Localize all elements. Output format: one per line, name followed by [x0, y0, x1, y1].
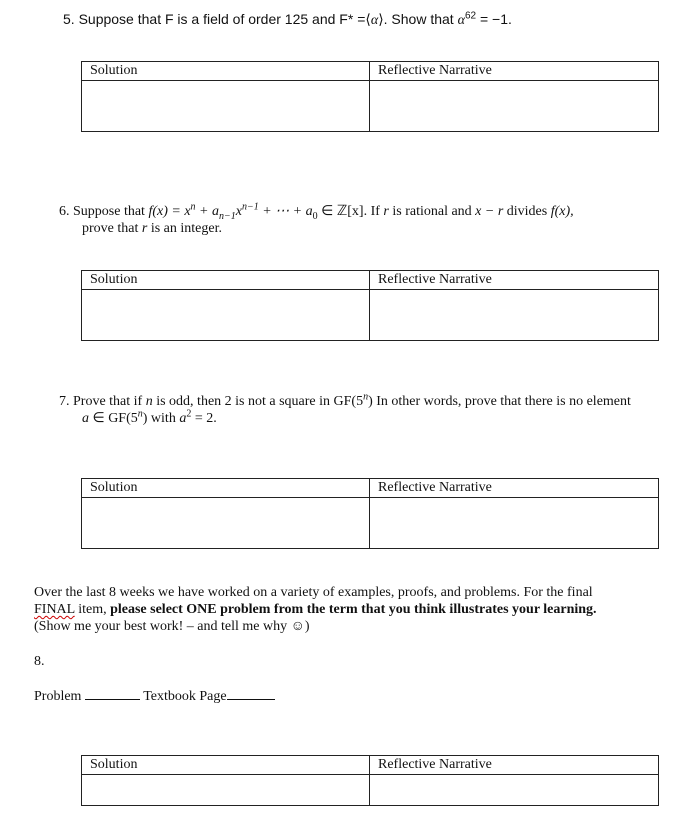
- reflective-narrative-header: Reflective Narrative: [370, 479, 659, 498]
- problem-selection-line: [34, 687, 275, 705]
- solution-cell[interactable]: [82, 290, 370, 341]
- problem-6-statement: 6. Suppose that $f(x) = x^n + a_{n-1}x^{n-1}$ + ⋯ + $a_0$ ∈ ℤ[x]. If r is rational and x − r divides f(x),: [59, 201, 574, 222]
- textbook-page-blank[interactable]: [227, 687, 275, 700]
- solution-header: Solution: [82, 756, 370, 775]
- problem-number: 6.: [59, 204, 70, 219]
- solution-header: Solution: [82, 271, 370, 290]
- solution-cell[interactable]: [82, 775, 370, 806]
- solution-table-6: [81, 270, 659, 341]
- solution-table-5: [81, 61, 659, 132]
- reflective-narrative-cell[interactable]: [370, 775, 659, 806]
- problem-number: 8.: [34, 654, 45, 669]
- reflective-narrative-header: Reflective Narrative: [370, 756, 659, 775]
- solution-table-8: [81, 755, 659, 806]
- solution-cell[interactable]: [82, 498, 370, 549]
- reflective-narrative-cell[interactable]: [370, 81, 659, 132]
- problem-number: 5.: [63, 11, 75, 27]
- spellcheck-word: FINAL: [34, 602, 75, 617]
- reflective-narrative-cell[interactable]: [370, 290, 659, 341]
- final-item-instructions-line3: (Show me your best work! – and tell me why ☺): [34, 619, 310, 634]
- problem-6-statement-line2: prove that r is an integer.: [82, 221, 222, 236]
- reflective-narrative-cell[interactable]: [370, 498, 659, 549]
- problem-7-statement: 7. Prove that if n is odd, then 2 is not a square in GF(5$^n$) In other words, prove that there is no element: [59, 391, 631, 409]
- reflective-narrative-header: Reflective Narrative: [370, 271, 659, 290]
- problem-number: 7.: [59, 394, 70, 409]
- solution-cell[interactable]: [82, 81, 370, 132]
- problem-7-statement-line2: a ∈ GF(5$^n$) with $a^2 = 2$.: [82, 408, 217, 426]
- solution-header: Solution: [82, 479, 370, 498]
- solution-table-7: [81, 478, 659, 549]
- problem-blank[interactable]: [85, 687, 140, 700]
- reflective-narrative-header: Reflective Narrative: [370, 62, 659, 81]
- solution-header: Solution: [82, 62, 370, 81]
- problem-5-statement: 5. Suppose that F is a field of order 125 and F* =⟨α⟩. Show that $\alpha^{62} = -1$.: [63, 10, 512, 28]
- problem-label: Problem: [34, 689, 82, 704]
- final-item-instructions-line2: FINAL item, please select ONE problem from the term that you think illustrates your learning.: [34, 602, 597, 617]
- textbook-page-label: Textbook Page: [143, 689, 227, 704]
- final-item-instructions-line1: Over the last 8 weeks we have worked on a variety of examples, proofs, and problems. For the final: [34, 585, 593, 600]
